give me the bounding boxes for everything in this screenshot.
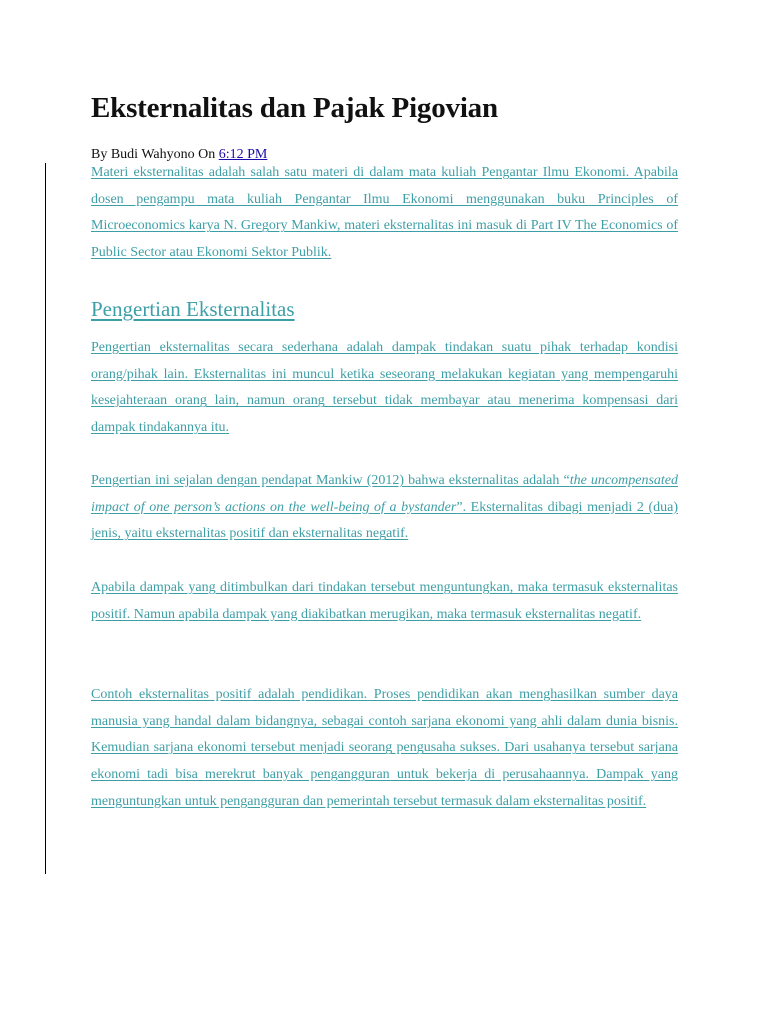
mankiw-paragraph-tail: ”. Eksternalitas dibagi menjadi 2 (dua) jenis, yaitu eksternalitas positif dan eksternalitas negatif.	[91, 499, 679, 542]
mankiw-quote: the uncompensated impact of one person’s actions on the well-being of a bystander	[91, 473, 678, 515]
definition-paragraph-link[interactable]: Pengertian eksternalitas secara sederhana adalah dampak tindakan suatu pihak terhadap kondisi orang/pihak lain. Eksternalitas ini muncul ketika seseorang melakukan kegiatan yang mempengaruhi kesejahteraan orang lain, namun orang tersebut tidak membayar atau menerima kompensasi dari dampak tindakannya itu.	[91, 340, 678, 436]
mankiw-paragraph-link[interactable]	[91, 468, 678, 548]
mankiw-paragraph-lead: Pengertian ini sejalan dengan pendapat Mankiw (2012) bahwa eksternalitas adalah “	[91, 473, 570, 488]
intro-paragraph-link[interactable]: Materi eksternalitas adalah salah satu materi di dalam mata kuliah Pengantar Ilmu Ekonomi. Apabila dosen pengampu mata kuliah Pengantar Ilmu Ekonomi menggunakan buku Principles of Microeconomics karya N. Gregory Mankiw, materi eksternalitas ini masuk di Part IV The Economics of Public Sector atau Ekonomi Sektor Publik.	[91, 165, 678, 261]
post-time-link[interactable]: 6:12 PM	[218, 147, 268, 162]
left-margin-line	[45, 163, 46, 874]
byline-author: By Budi Wahyono On	[91, 147, 216, 162]
article-title: Eksternalitas dan Pajak Pigovian	[91, 92, 498, 124]
section-heading-link[interactable]: Pengertian Eksternalitas	[91, 297, 295, 321]
positive-negative-paragraph-link[interactable]: Apabila dampak yang ditimbulkan dari tindakan tersebut menguntungkan, maka termasuk eksternalitas positif. Namun apabila dampak yang diakibatkan merugikan, maka termasuk eksternalitas negatif.	[91, 580, 678, 622]
education-example-paragraph-link[interactable]: Contoh eksternalitas positif adalah pendidikan. Proses pendidikan akan menghasilkan sumber daya manusia yang handal dalam bidangnya, sebagai contoh sarjana ekonomi yang ahli dalam dunia bisnis. Kemudian sarjana ekonomi tersebut menjadi seorang pengusaha sukses. Dari usahanya tersebut sarjana ekonomi tadi bisa merekrut banyak pengangguran untuk bekerja di perusahaannya. Dampak yang menguntungkan untuk pengangguran dan pemerintah tersebut termasuk dalam eksternalitas positif.	[91, 687, 678, 809]
